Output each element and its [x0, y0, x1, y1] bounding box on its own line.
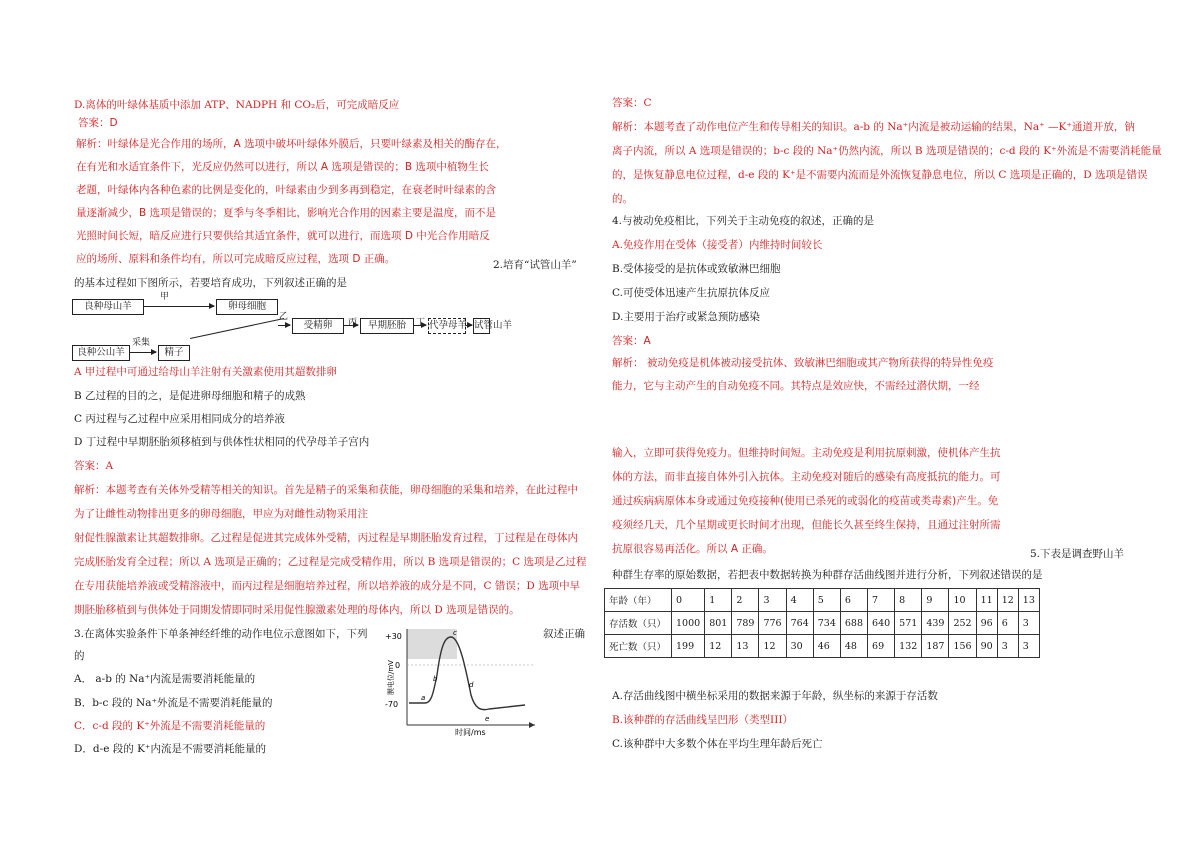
q3-option-c: C．c-d 段的 K⁺外流是不需要消耗能量的 — [74, 720, 266, 732]
q4-option-b: B.受体接受的是抗体或致敏淋巴细胞 — [612, 263, 781, 275]
graph-y-top: +30 — [385, 632, 402, 641]
flow-box-egg: 卵母细胞 — [216, 299, 278, 315]
graph-point-a: a — [421, 694, 426, 702]
flow-arrow — [344, 325, 358, 326]
q5-stem: 种群生存率的原始数据，若把表中数据转换为种群存活曲线图并进行分析，下列叙述错误的是 — [612, 569, 1043, 581]
table-row-dead — [605, 635, 1040, 658]
q3-stem-end: 的 — [74, 650, 85, 662]
table-cell: 6 — [997, 612, 1018, 635]
q2-analysis-line-4: 完成胚胎发育全过程；所以 A 选项是正确的；乙过程是完成受精作用，所以 B 选项是错误的；C 选项是乙过程 — [74, 556, 587, 568]
table-cell: 4 — [786, 589, 813, 612]
q5-option-c: C.该种群中大多数个体在平均生理年龄后死亡 — [612, 738, 823, 750]
table-cell: 640 — [868, 612, 895, 635]
table-cell: 764 — [786, 612, 813, 635]
graph-y-bottom: -70 — [385, 700, 399, 709]
q4-option-d: D.主要用于治疗或紧急预防感染 — [612, 311, 760, 323]
table-cell: 801 — [705, 612, 732, 635]
table-cell: 688 — [840, 612, 867, 635]
q2-analysis-line-6: 期胚胎移植到与供体处于同期发情即同时采用促性腺激素处理的母体内，所以 D 选项是错误的。 — [74, 604, 520, 616]
q4-analysis-line-3: 输入，立即可获得免疫力。但维持时间短。主动免疫是利用抗原刺激，使机体产生抗 — [612, 447, 1001, 459]
table-cell: 571 — [895, 612, 922, 635]
table-cell: 156 — [949, 635, 976, 658]
q3-stem: 3.在离体实验条件下单条神经纤维的动作电位示意图如下，下列 — [74, 628, 368, 640]
q1-analysis-line-3: 老题，叶绿体内各种色素的比例是变化的，叶绿素由少到多再到稳定，在衰老时叶绿素的含 — [76, 184, 496, 196]
table-cell: 7 — [868, 589, 895, 612]
table-cell: 12 — [997, 589, 1018, 612]
q4-analysis-line-4: 体的方法，而非直接自体外引入抗体。主动免疫对随后的感染有高度抵抗的能力。可 — [612, 471, 1001, 483]
table-cell: 1 — [705, 589, 732, 612]
q2-analysis-line-1: 解析：本题考查有关体外受精等相关的知识。首先是精子的采集和获能，卵母细胞的采集和培养，在此过程中 — [74, 484, 578, 496]
graph-y-label: 膜电位/mV — [387, 660, 395, 695]
q5-option-a: A.存活曲线图中横坐标采用的数据来源于年龄，纵坐标的来源于存活数 — [612, 690, 938, 702]
graph-x-arrow — [529, 722, 535, 728]
table-cell: 6 — [840, 589, 867, 612]
table-cell: 439 — [922, 612, 949, 635]
q1-option-d: D.离体的叶绿体基质中添加 ATP、NADPH 和 CO₂后，可完成暗反应 — [74, 99, 400, 111]
q1-analysis-line-2: 在有光和水适宜条件下，光反应仍然可以进行，所以 A 选项是错误的；B 选项中植物生长 — [76, 161, 489, 173]
q5-stem-head: 5.下表是调查野山羊 — [1030, 548, 1125, 560]
table-cell: 96 — [976, 612, 997, 635]
q3-analysis-line-2: 离子内流，所以 A 选项是错误的；b-c 段的 Na⁺仍然内流，所以 B 选项是错误的；c-d 段的 K⁺外流是不需要消耗能量 — [612, 145, 1162, 157]
q1-analysis-line-1: 解析：叶绿体是光合作用的场所，A 选项中破坏叶绿体外膜后，只要叶绿素及相关的酶存在， — [76, 138, 507, 150]
q4-analysis-line-7: 抗原很容易再活化。所以 A 正确。 — [612, 543, 773, 555]
flow-box-surrogate: 代孕母羊 — [428, 318, 466, 334]
flow-box-sperm: 精子 — [158, 345, 190, 361]
ivf-flowchart — [72, 292, 513, 361]
q2-analysis-line-2: 为了让雌性动物排出更多的卵母细胞，甲应为对雌性动物采用注 — [74, 508, 368, 520]
flow-arrow — [278, 325, 290, 326]
table-cell: 0 — [672, 589, 705, 612]
q4-stem: 4.与被动免疫相比，下列关于主动免疫的叙述，正确的是 — [612, 215, 875, 227]
flow-box-male-goat: 良种公山羊 — [72, 345, 130, 361]
q5-option-b: B.该种群的存活曲线呈凹形（类型III） — [612, 714, 793, 726]
table-cell: 3 — [1018, 612, 1039, 635]
flow-arrow — [414, 325, 426, 326]
q1-analysis-line-5: 光照时间长短，暗反应进行只要供给其适宜条件，就可以进行，而选项 D 中光合作用暗反 — [76, 230, 490, 242]
q2-option-c: C 丙过程与乙过程中应采用相同成分的培养液 — [74, 413, 285, 425]
q3-answer: 答案：C — [612, 97, 652, 109]
graph-point-e: e — [485, 715, 490, 723]
table-cell: 48 — [840, 635, 867, 658]
q4-option-c: C.可使受体迅速产生抗原抗体反应 — [612, 287, 770, 299]
table-cell: 187 — [922, 635, 949, 658]
q3-analysis-line-1: 解析：本题考查了动作电位产生和传导相关的知识。a-b 的 Na⁺内流是被动运输的结果，Na⁺ —K⁺通道开放，钠 — [612, 121, 1135, 133]
q1-analysis-line-4: 量逐渐减少，B 选项是错误的；夏季与冬季相比，影响光合作用的因素主要是温度，而不是 — [76, 207, 497, 219]
table-cell: 30 — [786, 635, 813, 658]
q4-option-a: A.免疫作用在受体（接受者）内维持时间较长 — [612, 239, 823, 251]
flow-label-yi: 乙 — [279, 312, 289, 322]
flow-connector-line — [190, 318, 284, 339]
q2-stem-head: 2.培育“试管山羊” — [493, 259, 577, 271]
flow-box-early-embryo: 早期胚胎 — [360, 318, 414, 334]
table-cell: 11 — [976, 589, 997, 612]
table-cell: 776 — [759, 612, 786, 635]
table-cell: 69 — [868, 635, 895, 658]
q4-analysis-line-5: 通过疾病病原体本身或通过免疫接种(使用已杀死的或弱化的疫苗或类毒素)产生。免 — [612, 495, 999, 507]
table-cell: 10 — [949, 589, 976, 612]
graph-x-label: 时间/ms — [455, 728, 486, 737]
table-cell: 3 — [759, 589, 786, 612]
graph-point-d: d — [469, 681, 474, 689]
table-cell: 2 — [732, 589, 759, 612]
q2-stem: 的基本过程如下图所示，若要培育成功，下列叙述正确的是 — [74, 277, 347, 289]
table-row-label: 年龄（年） — [605, 589, 672, 612]
q3-stem-tail: 叙述正确 — [543, 628, 585, 640]
q4-analysis-line-2: 能力，它与主动产生的自动免疫不同。其特点是效应快，不需经过潜伏期，一经 — [612, 380, 980, 392]
q3-analysis-line-3: 的，是恢复静息电位过程，d-e 段的 K⁺是不需要内流而是外流恢复静息电位，所以 C 选项是正确的，D 选项是错误 — [612, 169, 1148, 181]
action-potential-graph — [385, 625, 540, 737]
flow-label-bing: 丙 — [348, 318, 358, 328]
q2-option-d: D 丁过程中早期胚胎须移植到与供体性状相同的代孕母羊子宫内 — [74, 436, 370, 448]
table-cell: 90 — [976, 635, 997, 658]
flow-arrow — [130, 352, 156, 353]
q3-option-b: B．b-c 段的 Na⁺外流是不需要消耗能量的 — [74, 697, 273, 709]
flow-label-collect: 采集 — [132, 338, 151, 348]
table-row-label: 存活数（只） — [605, 612, 672, 635]
table-cell: 9 — [922, 589, 949, 612]
q3-option-d: D．d-e 段的 K⁺内流是不需要消耗能量的 — [74, 743, 266, 755]
flow-arrow — [466, 325, 472, 326]
q1-analysis-line-6: 应的场所、原料和条件均有，所以可完成暗反应过程，选项 D 正确。 — [76, 253, 396, 265]
q3-analysis-line-4: 的。 — [612, 193, 633, 205]
flow-box-zygote: 受精卵 — [292, 318, 344, 334]
q2-option-b: B 乙过程的目的之，是促进卵母细胞和精子的成熟 — [74, 390, 306, 402]
table-cell: 46 — [813, 635, 840, 658]
q2-option-a: A 甲过程中可通过给母山羊注射有关激素使用其超数排卵 — [74, 366, 337, 378]
table-cell: 789 — [732, 612, 759, 635]
q3-option-a: A． a-b 的 Na⁺内流是需要消耗能量的 — [74, 673, 256, 685]
table-row-alive — [605, 612, 1040, 635]
q4-answer: 答案：A — [612, 335, 651, 347]
table-cell: 5 — [813, 589, 840, 612]
table-cell: 3 — [1018, 635, 1039, 658]
table-cell: 1000 — [672, 612, 705, 635]
q2-analysis-line-3: 射促性腺激素让其超数排卵。乙过程是促进其完成体外受精，丙过程是早期胚胎发育过程，丁过程是在母体内 — [74, 532, 578, 544]
graph-y-zero: 0 — [395, 661, 401, 670]
table-cell: 12 — [759, 635, 786, 658]
table-cell: 734 — [813, 612, 840, 635]
q1-answer: 答案：D — [78, 117, 118, 129]
table-cell: 199 — [672, 635, 705, 658]
flow-box-female-goat: 良种母山羊 — [72, 299, 144, 315]
graph-point-c: c — [453, 629, 457, 637]
graph-point-b: b — [433, 675, 438, 683]
flow-label-jia: 甲 — [160, 292, 170, 302]
table-cell: 252 — [949, 612, 976, 635]
table-row-label: 死亡数（只） — [605, 635, 672, 658]
q2-answer: 答案：A — [74, 460, 114, 472]
graph-shaded-region — [407, 629, 457, 659]
table-cell: 13 — [732, 635, 759, 658]
q2-analysis-line-5: 在专用获能培养液或受精溶液中，而丙过程是细胞培养过程，所以培养液的成分是不同，C 错误；D 选项中早 — [74, 580, 581, 592]
survival-data-table — [604, 588, 1040, 658]
table-row-age — [605, 589, 1040, 612]
table-cell: 8 — [895, 589, 922, 612]
q4-analysis-line-1: 解析： 被动免疫是机体被动接受抗体、致敏淋巴细胞或其产物所获得的特异性免疫 — [612, 357, 994, 369]
flow-arrow — [144, 306, 214, 307]
table-cell: 13 — [1018, 589, 1039, 612]
flow-label-ding: 丁 — [416, 318, 426, 328]
flow-box-result: 试管山羊 — [473, 318, 490, 334]
table-cell: 3 — [997, 635, 1018, 658]
table-cell: 132 — [895, 635, 922, 658]
q4-analysis-line-6: 疫须经几天，几个星期或更长时间才出现，但能长久甚至终生保持，且通过注射所需 — [612, 519, 1001, 531]
table-cell: 12 — [705, 635, 732, 658]
